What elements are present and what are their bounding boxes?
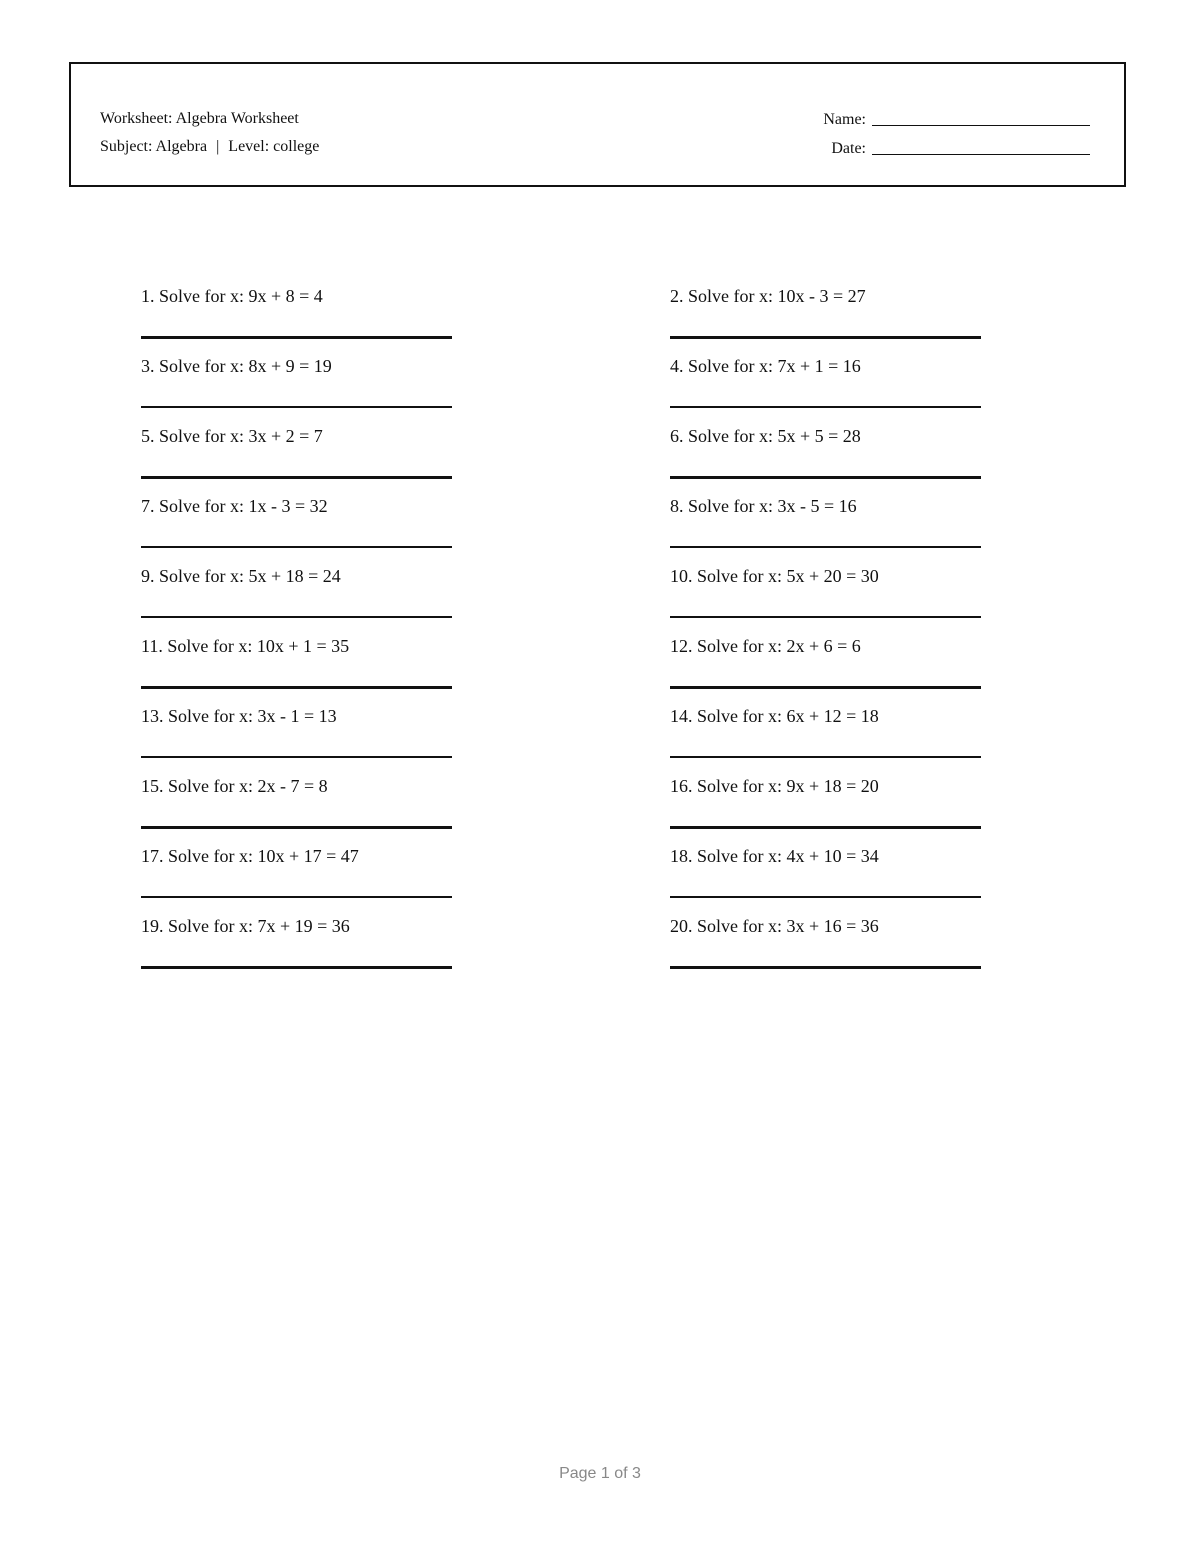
problem-item — [670, 477, 981, 547]
name-field — [823, 105, 1090, 134]
problem-item — [670, 267, 981, 337]
name-blank-line[interactable] — [872, 107, 1090, 126]
problem-item — [670, 547, 981, 617]
problem-text: 8. Solve for x: 3x - 5 = 16 — [670, 496, 857, 516]
problem-text: 17. Solve for x: 10x + 17 = 47 — [141, 846, 359, 866]
problem-item — [670, 687, 981, 757]
problem-text: 18. Solve for x: 4x + 10 = 34 — [670, 846, 879, 866]
problem-text: 15. Solve for x: 2x - 7 = 8 — [141, 776, 328, 796]
problem-item — [141, 687, 452, 757]
problem-text: 14. Solve for x: 6x + 12 = 18 — [670, 706, 879, 726]
date-blank-line[interactable] — [872, 136, 1090, 155]
problem-text: 20. Solve for x: 3x + 16 = 36 — [670, 916, 879, 936]
problem-text: 9. Solve for x: 5x + 18 = 24 — [141, 566, 341, 586]
meta-separator: | — [216, 138, 220, 155]
worksheet-header — [69, 62, 1126, 187]
worksheet-title: Worksheet: Algebra Worksheet — [100, 110, 299, 127]
problem-item — [141, 897, 452, 967]
problem-text: 2. Solve for x: 10x - 3 = 27 — [670, 286, 866, 306]
problem-item — [141, 337, 452, 407]
problem-item — [141, 617, 452, 687]
problem-text: 6. Solve for x: 5x + 5 = 28 — [670, 426, 861, 446]
problem-text: 3. Solve for x: 8x + 9 = 19 — [141, 356, 332, 376]
problem-item — [141, 547, 452, 617]
answer-line[interactable] — [141, 966, 452, 969]
problem-text: 11. Solve for x: 10x + 1 = 35 — [141, 636, 350, 656]
date-label: Date: — [831, 140, 866, 157]
problem-text: 13. Solve for x: 3x - 1 = 13 — [141, 706, 337, 726]
header-info — [100, 105, 319, 161]
problem-item — [670, 337, 981, 407]
problem-text: 16. Solve for x: 9x + 18 = 20 — [670, 776, 879, 796]
problem-item — [141, 267, 452, 337]
header-fields — [823, 105, 1090, 163]
problem-grid — [141, 267, 981, 967]
problem-item — [141, 757, 452, 827]
subject-label: Subject: Algebra — [100, 138, 208, 155]
problem-item — [670, 897, 981, 967]
problem-item — [670, 757, 981, 827]
problem-text: 10. Solve for x: 5x + 20 = 30 — [670, 566, 879, 586]
problem-item — [141, 407, 452, 477]
problem-item — [141, 827, 452, 897]
problem-text: 19. Solve for x: 7x + 19 = 36 — [141, 916, 350, 936]
problem-text: 7. Solve for x: 1x - 3 = 32 — [141, 496, 328, 516]
problem-text: 4. Solve for x: 7x + 1 = 16 — [670, 356, 861, 376]
problem-item — [670, 827, 981, 897]
page-number: Page 1 of 3 — [559, 1465, 641, 1482]
problem-text: 12. Solve for x: 2x + 6 = 6 — [670, 636, 861, 656]
answer-line[interactable] — [670, 966, 981, 969]
problem-text: 1. Solve for x: 9x + 8 = 4 — [141, 286, 323, 306]
problem-item — [141, 477, 452, 547]
date-field — [823, 134, 1090, 163]
problem-item — [670, 407, 981, 477]
problem-item — [670, 617, 981, 687]
problem-text: 5. Solve for x: 3x + 2 = 7 — [141, 426, 323, 446]
name-label: Name: — [823, 111, 866, 128]
worksheet-meta — [100, 133, 319, 161]
level-label: Level: college — [228, 138, 320, 155]
